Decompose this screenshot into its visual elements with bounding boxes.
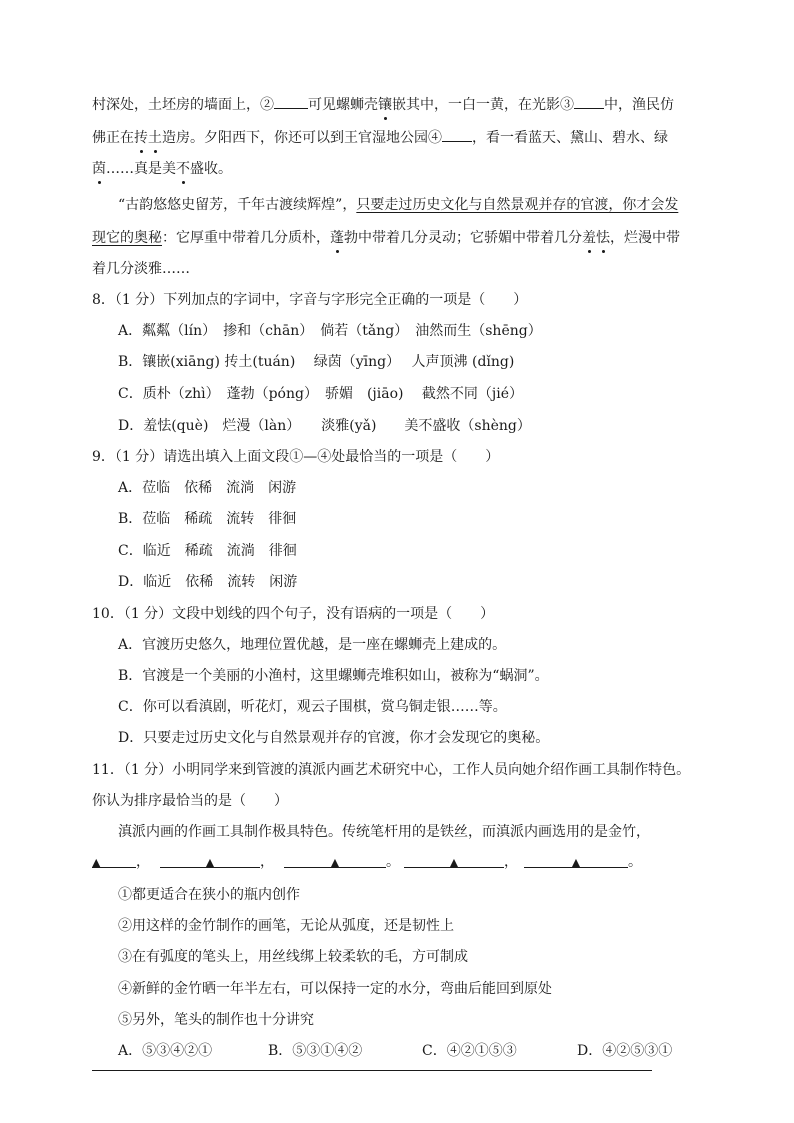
question-10-option-a[interactable]: A．官渡历史悠久，地理位置优越，是一座在螺蛳壳上建成的。 [118,637,507,653]
question-10-stem: 10．（1 分）文段中划线的四个句子，没有语病的一项是（ ） [92,606,495,622]
question-11-option-a[interactable]: A．⑤③④②① [118,1043,213,1059]
underlined-sentence: 只要走过历史文化与自然景观并存的官渡，你才会发 [356,197,679,213]
circled-number-3: ③ [560,97,574,113]
triangle-icon: ▲ [330,856,340,869]
answer-writing-line [92,1070,652,1071]
answer-blank-5[interactable] [524,852,628,868]
passage-line-4 [118,195,678,215]
question-11-intro: 滇派内画的作画工具制作极具特色。传统笔杆用的是铁丝，而滇派内画选用的是金竹， [118,824,650,840]
punctuation: 。 [628,854,642,870]
fill-blank-4 [442,126,472,142]
question-11-stem: 11．（1 分）小明同学来到管渡的滇派内画艺术研究中心，工作人员向她介绍作画工具制作特色。 [92,762,691,778]
passage-text: 勃中带着几分灵动；它骄媚中带着几分 [344,230,582,246]
passage-text: 盛收。 [190,161,232,177]
answer-blank-1[interactable] [92,852,136,868]
circled-number-2: ② [260,97,274,113]
triangle-icon: ▲ [571,856,581,869]
passage-text: 嵌其中，一白一黄，在光影 [392,97,560,113]
question-9-option-d[interactable]: D．临近 依稀 流转 闲游 [118,574,298,590]
question-9-option-a[interactable]: A．莅临 依稀 流淌 闲游 [118,480,297,496]
question-11-stem-cont: 你认为排序最恰当的是（ ） [92,793,288,809]
passage-line-1 [92,93,674,115]
question-8-option-d[interactable]: D．羞怯(què) 烂漫（làn） 淡雅(yǎ) 美不盛收（shèng） [118,418,531,434]
passage-text: ，看一看蓝天、黛山、碧水、绿 [472,130,668,146]
question-8-option-c[interactable]: C．质朴（zhì） 蓬勃（póng） 骄媚 (jiāo) 截然不同（jié） [118,386,524,402]
passage-text: ……真是美 [106,161,176,177]
passage-line-5 [92,228,680,248]
question-10-option-c[interactable]: C．你可以看滇剧，听花灯，观云子围棋，赏乌铜走银……等。 [118,699,507,715]
triangle-icon: ▲ [92,856,101,869]
question-11-item-4: ④新鲜的金竹晒一年半左右，可以保持一定的水分，弯曲后能回到原处 [118,981,552,997]
question-11-option-b[interactable]: B．⑤③①④② [268,1043,363,1059]
dotted-char: 土 [148,130,162,146]
question-10-option-d[interactable]: D．只要走过历史文化与自然景观并存的官渡，你才会发现它的奥秘。 [118,730,550,746]
question-11-blanks [92,852,642,872]
punctuation: 。 [386,854,400,870]
question-8-stem: 8．（1 分）下列加点的字词中，字音与字形完全正确的一项是（ ） [92,292,528,308]
question-8-option-b[interactable]: B．镶嵌(xiāng) 抟土(tuán) 绿茵（yīng） 人声顶沸 (dǐng) [118,354,515,370]
passage-text: 村深处，土坯房的墙面上， [92,97,260,113]
passage-line-3 [92,159,232,179]
dotted-char: 怯 [596,230,610,246]
dotted-char: 镶 [378,97,392,113]
circled-number-4: ④ [428,130,442,146]
question-11-option-d[interactable]: D．④②⑤③① [577,1043,673,1059]
passage-text: 中，渔民仿 [604,97,674,113]
punctuation: ， [504,854,518,870]
answer-blank-3[interactable] [284,852,386,868]
passage-line-2 [92,126,668,148]
question-11-item-3: ③在有弧度的笔头上，用丝线绑上较柔软的毛，方可制成 [118,949,468,965]
passage-text: 造房。夕阳西下，你还可以到王官湿地公园 [162,130,428,146]
question-11-item-2: ②用这样的金竹制作的画笔，无论从弧度，还是韧性上 [118,918,454,934]
question-11-item-1: ①都更适合在狭小的瓶内创作 [118,887,300,903]
question-10-option-b[interactable]: B．官渡是一个美丽的小渔村，这里螺蛳壳堆积如山，被称为“蜗洞”。 [118,668,549,684]
passage-text: “古韵悠悠史留芳，千年古渡续辉煌”， [118,197,357,213]
question-11-option-c[interactable]: C．④②①⑤③ [422,1043,517,1059]
dotted-char: 抟 [134,130,148,146]
dotted-char: 茵 [92,161,106,177]
question-8-option-a[interactable]: A．粼粼（lín） 掺和（chān） 倘若（tǎng） 油然而生（shēng） [118,323,542,339]
question-9-option-c[interactable]: C．临近 稀疏 流淌 徘徊 [118,543,297,559]
passage-text: 可见螺蛳壳 [308,97,378,113]
punctuation: ， [260,854,274,870]
answer-blank-4[interactable] [404,852,504,868]
fill-blank-2 [274,93,308,109]
question-9-option-b[interactable]: B．莅临 稀疏 流转 徘徊 [118,511,297,527]
question-9-stem: 9．（1 分）请选出填入上面文段①—④处最恰当的一项是（ ） [92,449,500,465]
fill-blank-3 [574,93,604,109]
dotted-char: 羞 [582,230,596,246]
underlined-sentence: 现它的奥秘 [92,230,162,246]
passage-text: 佛正在 [92,130,134,146]
answer-blank-2[interactable] [160,852,260,868]
passage-text: ，烂漫中带 [610,230,680,246]
dotted-char: 不 [176,161,190,177]
passage-text: ：它厚重中带着几分质朴， [162,230,330,246]
dotted-char: 蓬 [330,230,344,246]
question-11-item-5: ⑤另外，笔头的制作也十分讲究 [118,1012,314,1028]
punctuation: ， [136,854,150,870]
passage-line-6: 着几分淡雅…… [92,261,190,277]
triangle-icon: ▲ [449,856,459,869]
triangle-icon: ▲ [205,856,215,869]
